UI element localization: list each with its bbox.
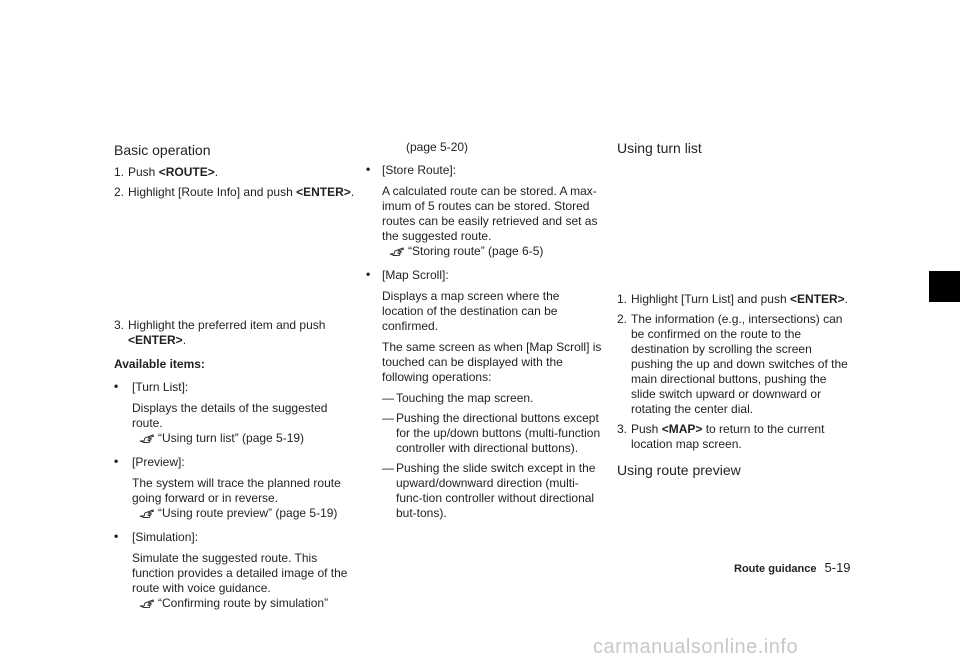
- dash-item: — Pushing the slide switch except in the upward/downward direction (multi-func-tion controller without directional but-tons).: [382, 461, 596, 520]
- footer-section: Route guidance: [734, 563, 817, 575]
- bullet-icon: •: [114, 454, 119, 468]
- page-number: 5-19: [824, 560, 851, 575]
- bullet-icon: •: [114, 529, 119, 543]
- item-simulation: • [Simulation]: Simulate the suggested route. This function provides a detailed image of the route with voice guidance. “Confirming route by simulation”: [114, 529, 348, 610]
- pointing-hand-icon: [139, 432, 155, 444]
- step-3: 3. Push <MAP> to return to the current location map screen.: [617, 422, 825, 451]
- key-map: <MAP>: [661, 422, 703, 436]
- pointing-hand-icon: [139, 507, 155, 519]
- item-turn-list: • [Turn List]: Displays the details of the suggested route. “Using turn list” (page 5-19): [114, 379, 328, 445]
- column-middle: [366, 140, 602, 526]
- section-heading: Using route preview: [617, 462, 741, 478]
- step-2: 2. Highlight [Route Info] and push <ENTER>.: [114, 185, 355, 199]
- section-heading: Basic operation: [114, 142, 211, 158]
- pointing-hand-icon: [139, 597, 155, 609]
- step-1: 1. Push <ROUTE>.: [114, 165, 219, 179]
- items-heading: Available items:: [114, 357, 205, 371]
- chapter-tab-marker: [929, 271, 960, 302]
- key-enter: <ENTER>: [128, 333, 183, 347]
- step-1: 1. Highlight [Turn List] and push <ENTER>.: [617, 292, 849, 306]
- column-left: [114, 142, 359, 611]
- key-route: <ROUTE>: [158, 165, 215, 179]
- bullet-icon: •: [366, 162, 371, 176]
- pointing-hand-icon: [389, 245, 405, 257]
- key-enter: <ENTER>: [296, 185, 351, 199]
- key-enter: <ENTER>: [789, 292, 845, 306]
- column-right: [617, 140, 853, 479]
- item-preview: • [Preview]: The system will trace the planned route going forward or in reverse. “Using route preview” (page 5-19): [114, 454, 341, 520]
- page-footer: [734, 560, 851, 577]
- bullet-icon: •: [114, 379, 119, 393]
- watermark: carmanualsonline.info: [593, 636, 799, 658]
- item-map-scroll: • [Map Scroll]: Displays a map screen where the location of the destination can be confirmed. The same screen as when [Map Scroll] is touched can be displayed with the following operations: — Touching the map screen. — Pushing the directional buttons except for the up/down buttons (multi-function controller with directional buttons). — Pushing the slide switch except in the upward/downward direction (multi-func-tion controller without directional but-tons).: [366, 267, 602, 520]
- dash-icon: —: [382, 411, 394, 425]
- step-2: 2. The information (e.g., intersections) can be confirmed on the route to the destination by scrolling the screen pushing the up and down switches of the main directional buttons, pushing the slide switch upward or downward or rotating the center dial.: [617, 312, 848, 416]
- dash-icon: —: [382, 391, 394, 405]
- dash-icon: —: [382, 461, 394, 475]
- bullet-icon: •: [366, 267, 371, 281]
- dash-item: — Touching the map screen.: [382, 391, 534, 405]
- item-store-route: • [Store Route]: A calculated route can be stored. A max-imum of 5 routes can be stored. Stored routes can be easily retrieved and set as the suggested route. “Storing route” (page 6-5): [366, 162, 598, 258]
- dash-item: — Pushing the directional buttons except for the up/down buttons (multi-function controller with directional buttons).: [382, 411, 601, 455]
- section-heading: Using turn list: [617, 140, 702, 156]
- page-continuation: (page 5-20): [406, 140, 469, 154]
- step-3: 3. Highlight the preferred item and push <ENTER>.: [114, 318, 326, 347]
